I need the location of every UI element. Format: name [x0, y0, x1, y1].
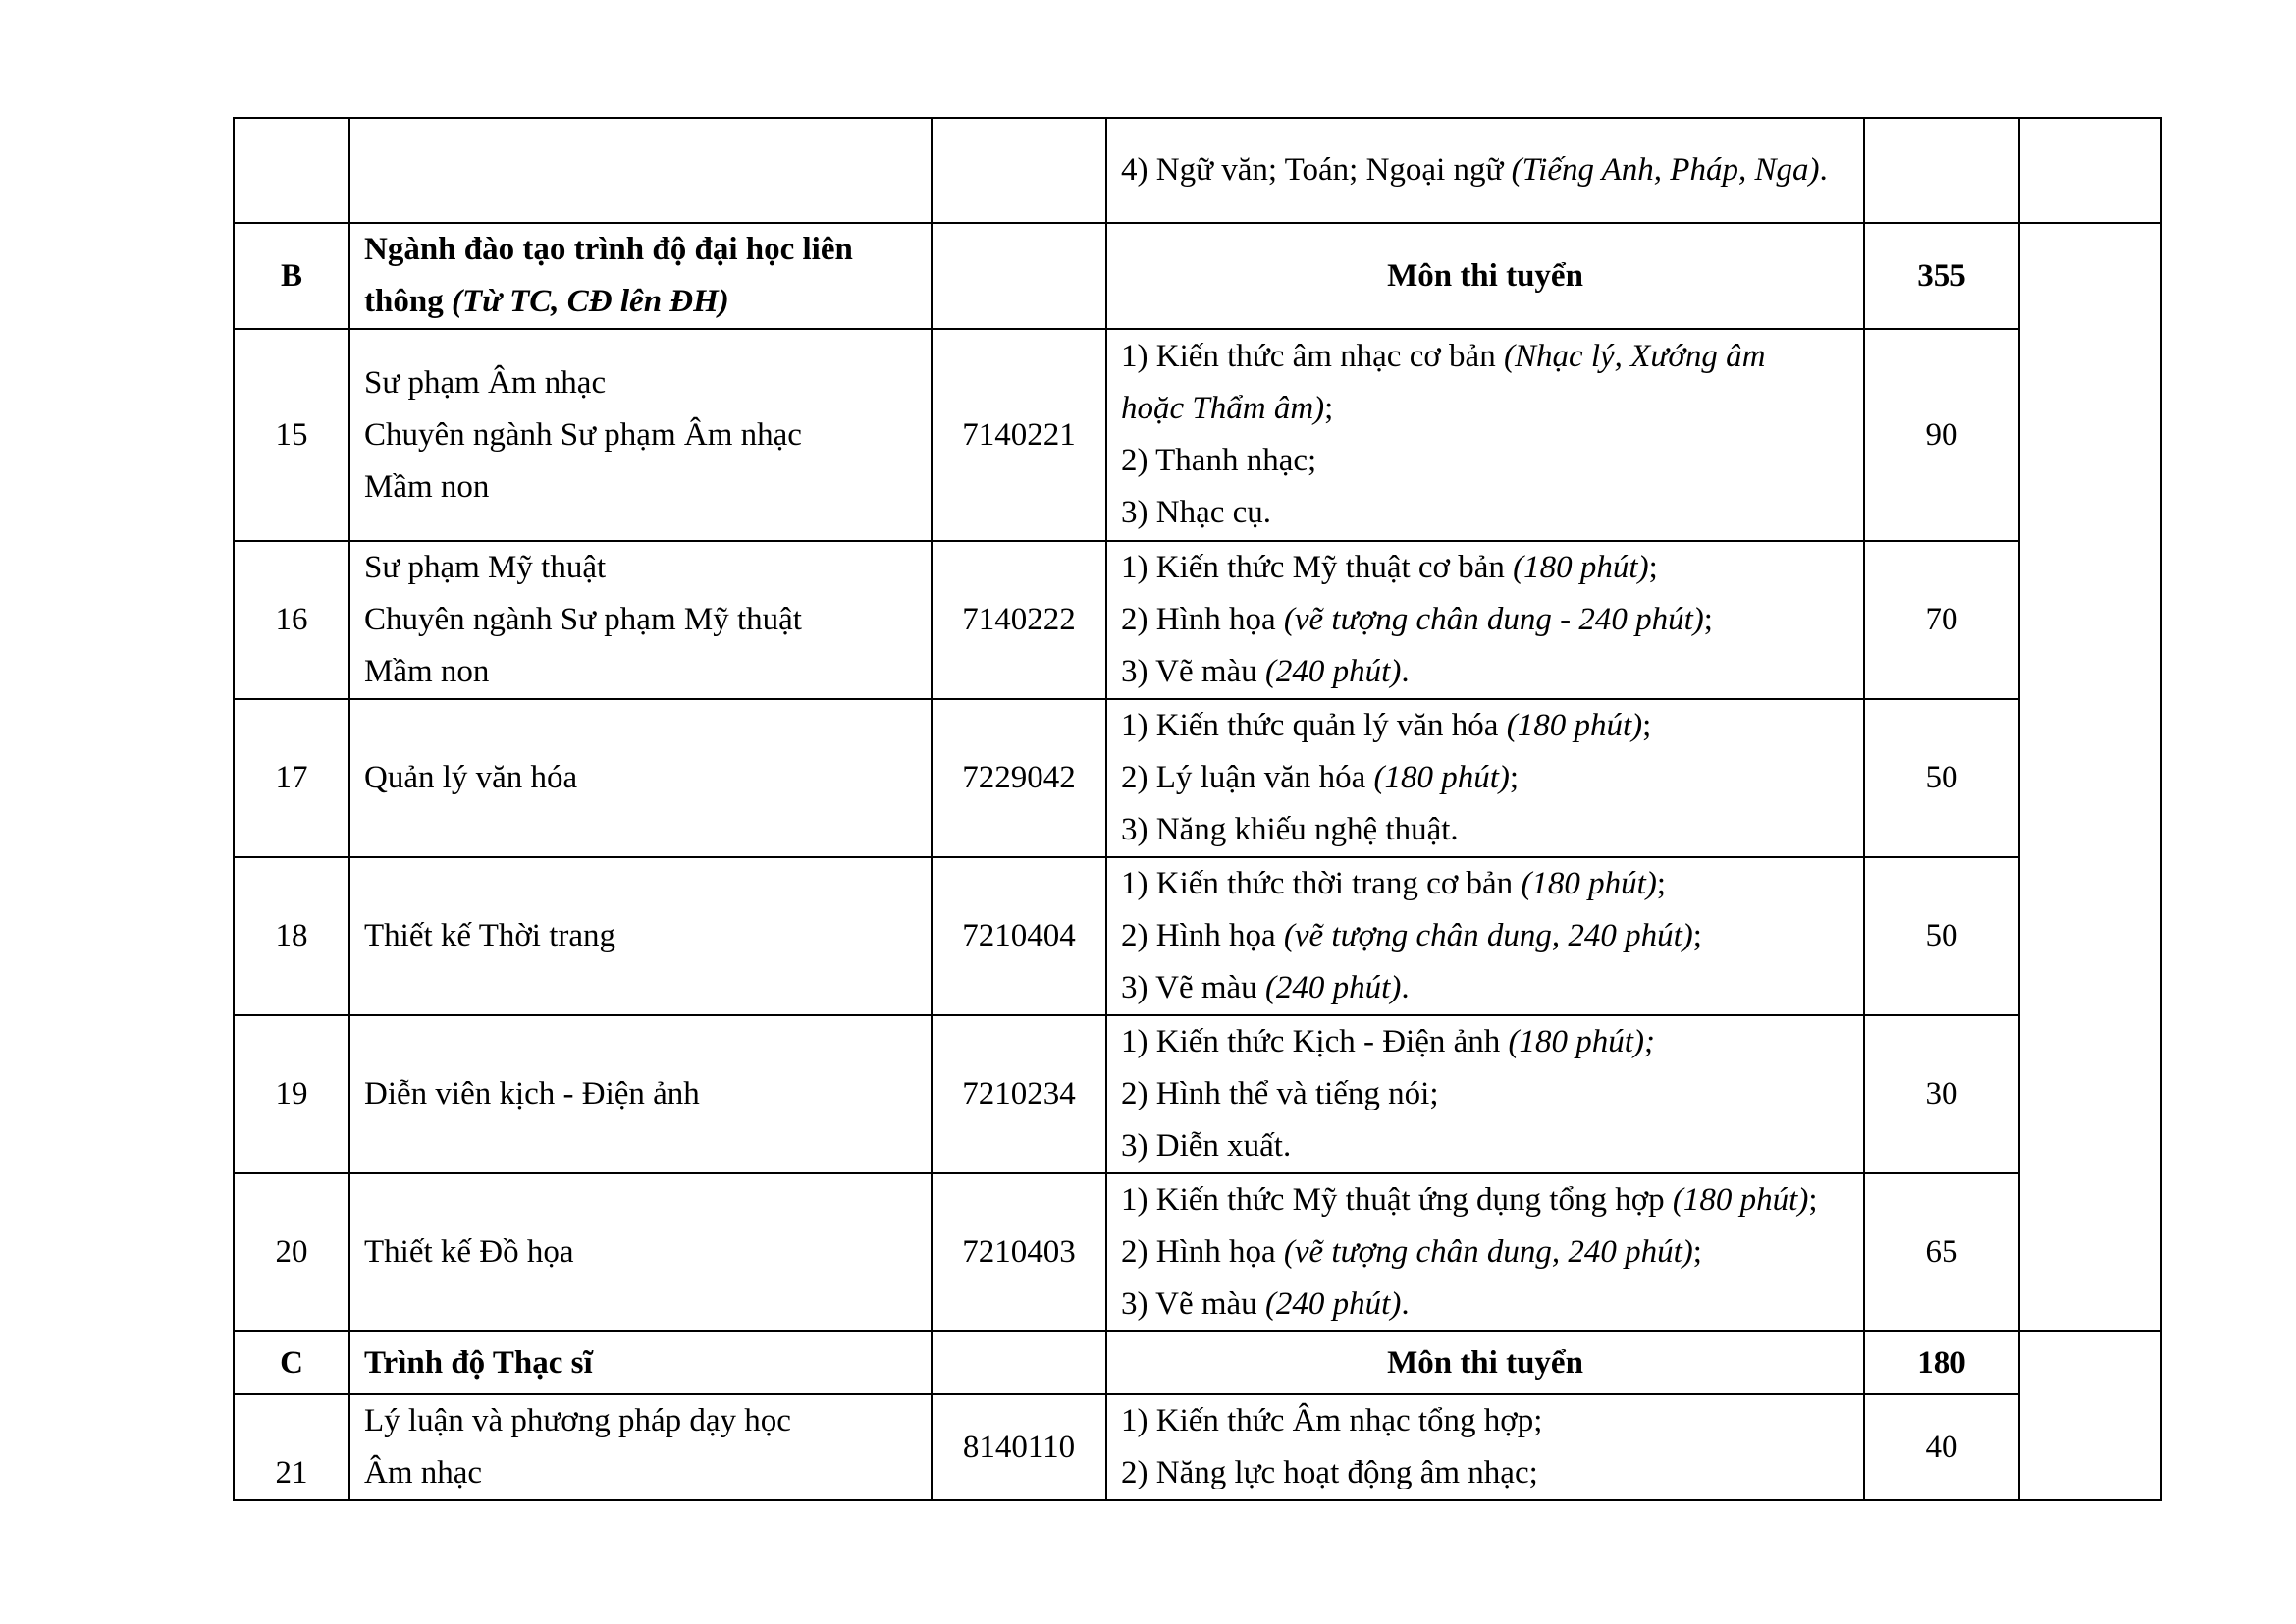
program-name-line: Âm nhạc: [364, 1455, 483, 1490]
subject-line: 3) Nhạc cụ.: [1121, 495, 1272, 530]
exam-subjects-cell: [1106, 329, 1864, 541]
table-row: [234, 329, 2161, 541]
subject-line: 3) Vẽ màu (240 phút).: [1121, 970, 1410, 1005]
subject-line: hoặc Thẩm âm);: [1121, 391, 1334, 426]
quota-cell: 40: [1864, 1394, 2019, 1500]
quota-cell: 70: [1864, 541, 2019, 699]
table-row: [234, 1173, 2161, 1331]
subject-line: 3) Năng khiếu nghệ thuật.: [1121, 812, 1459, 847]
exam-header: Môn thi tuyển: [1106, 1331, 1864, 1394]
subject-line: 1) Kiến thức thời trang cơ bản (180 phút);: [1121, 866, 1667, 901]
table-row: [234, 857, 2161, 1015]
table-row: [234, 1394, 2161, 1500]
quota-cell: 50: [1864, 857, 2019, 1015]
section-total: 355: [1864, 223, 2019, 329]
program-name-cell: [349, 118, 932, 223]
subject-line: 2) Năng lực hoạt động âm nhạc;: [1121, 1455, 1538, 1490]
table-row: [234, 1015, 2161, 1173]
subject-line: 3) Vẽ màu (240 phút).: [1121, 1286, 1410, 1322]
program-name-line: Chuyên ngành Sư phạm Mỹ thuật: [364, 602, 802, 637]
index-cell: 20: [234, 1173, 349, 1331]
program-name-cell: [349, 1394, 932, 1500]
index-cell: 21: [234, 1394, 349, 1500]
exam-subjects-cell: [1106, 1015, 1864, 1173]
quota-cell: [1864, 118, 2019, 223]
program-code-cell: 7210403: [932, 1173, 1106, 1331]
program-code-cell: 7210234: [932, 1015, 1106, 1173]
section-total: 180: [1864, 1331, 2019, 1394]
subject-line: 2) Hình họa (vẽ tượng chân dung, 240 phút);: [1121, 1234, 1702, 1270]
program-code-cell: 7140222: [932, 541, 1106, 699]
admission-table: [233, 117, 2162, 1501]
index-cell: 18: [234, 857, 349, 1015]
quota-cell: 50: [1864, 699, 2019, 857]
program-code-cell: [932, 1331, 1106, 1394]
program-code-cell: 8140110: [932, 1394, 1106, 1500]
table-row: [234, 118, 2161, 223]
subject-line: 1) Kiến thức Kịch - Điện ảnh (180 phút);: [1121, 1024, 1655, 1059]
quota-cell: 90: [1864, 329, 2019, 541]
subject-line: 2) Thanh nhạc;: [1121, 443, 1317, 478]
program-code-cell: [932, 118, 1106, 223]
table-row: [234, 699, 2161, 857]
program-name-cell: Thiết kế Thời trang: [349, 857, 932, 1015]
program-name-line: Sư phạm Âm nhạc: [364, 364, 607, 401]
program-code-cell: [932, 223, 1106, 329]
table-row: [234, 541, 2161, 699]
subject-line: 4) Ngữ văn; Toán; Ngoại ngữ (Tiếng Anh, Pháp, Nga).: [1121, 152, 1828, 188]
program-name-cell: Thiết kế Đồ họa: [349, 1173, 932, 1331]
program-name-line: Mầm non: [364, 654, 490, 689]
exam-subjects-cell: [1106, 1394, 1864, 1500]
index-cell: 15: [234, 329, 349, 541]
index-cell: 19: [234, 1015, 349, 1173]
section-header-row: [234, 1331, 2161, 1394]
exam-subjects-cell: [1106, 699, 1864, 857]
section-header-row: [234, 223, 2161, 329]
index-cell: [234, 118, 349, 223]
index-cell: 17: [234, 699, 349, 857]
index-cell: 16: [234, 541, 349, 699]
program-name-cell: [349, 541, 932, 699]
program-code-cell: 7140221: [932, 329, 1106, 541]
subject-line: 2) Hình họa (vẽ tượng chân dung - 240 phút);: [1121, 602, 1713, 637]
program-name-line: Mầm non: [364, 468, 490, 505]
program-name-cell: Quản lý văn hóa: [349, 699, 932, 857]
exam-subjects-cell: [1106, 1173, 1864, 1331]
quota-cell: 30: [1864, 1015, 2019, 1173]
program-name-line: Lý luận và phương pháp dạy học: [364, 1403, 791, 1438]
quota-cell: 65: [1864, 1173, 2019, 1331]
program-code-cell: 7210404: [932, 857, 1106, 1015]
subject-line: 3) Vẽ màu (240 phút).: [1121, 654, 1410, 689]
exam-subjects-cell: [1106, 118, 1864, 223]
note-cell: [2019, 223, 2161, 1331]
section-title: Ngành đào tạo trình độ đại học liên thông (Từ TC, CĐ lên ĐH): [349, 223, 932, 329]
program-name-cell: [349, 329, 932, 541]
subject-line: 1) Kiến thức âm nhạc cơ bản (Nhạc lý, Xướng âm: [1121, 339, 1766, 374]
section-letter: C: [234, 1331, 349, 1394]
section-title: Trình độ Thạc sĩ: [349, 1331, 932, 1394]
exam-subjects-cell: [1106, 541, 1864, 699]
subject-line: 1) Kiến thức quản lý văn hóa (180 phút);: [1121, 708, 1652, 743]
subject-line: 1) Kiến thức Mỹ thuật cơ bản (180 phút);: [1121, 550, 1658, 585]
subject-line: 2) Hình họa (vẽ tượng chân dung, 240 phút);: [1121, 918, 1702, 953]
note-cell: [2019, 1331, 2161, 1500]
subject-line: 2) Hình thể và tiếng nói;: [1121, 1076, 1439, 1111]
program-name-line: Chuyên ngành Sư phạm Âm nhạc: [364, 416, 802, 453]
subject-line: 1) Kiến thức Mỹ thuật ứng dụng tổng hợp (180 phút);: [1121, 1182, 1818, 1218]
subject-line: 1) Kiến thức Âm nhạc tổng hợp;: [1121, 1403, 1543, 1438]
subject-line: 3) Diễn xuất.: [1121, 1128, 1292, 1164]
program-name-cell: Diễn viên kịch - Điện ảnh: [349, 1015, 932, 1173]
program-name-line: Sư phạm Mỹ thuật: [364, 550, 607, 585]
program-code-cell: 7229042: [932, 699, 1106, 857]
subject-line: 2) Lý luận văn hóa (180 phút);: [1121, 760, 1520, 795]
note-cell: [2019, 118, 2161, 223]
exam-header: Môn thi tuyển: [1106, 223, 1864, 329]
section-letter: B: [234, 223, 349, 329]
exam-subjects-cell: [1106, 857, 1864, 1015]
